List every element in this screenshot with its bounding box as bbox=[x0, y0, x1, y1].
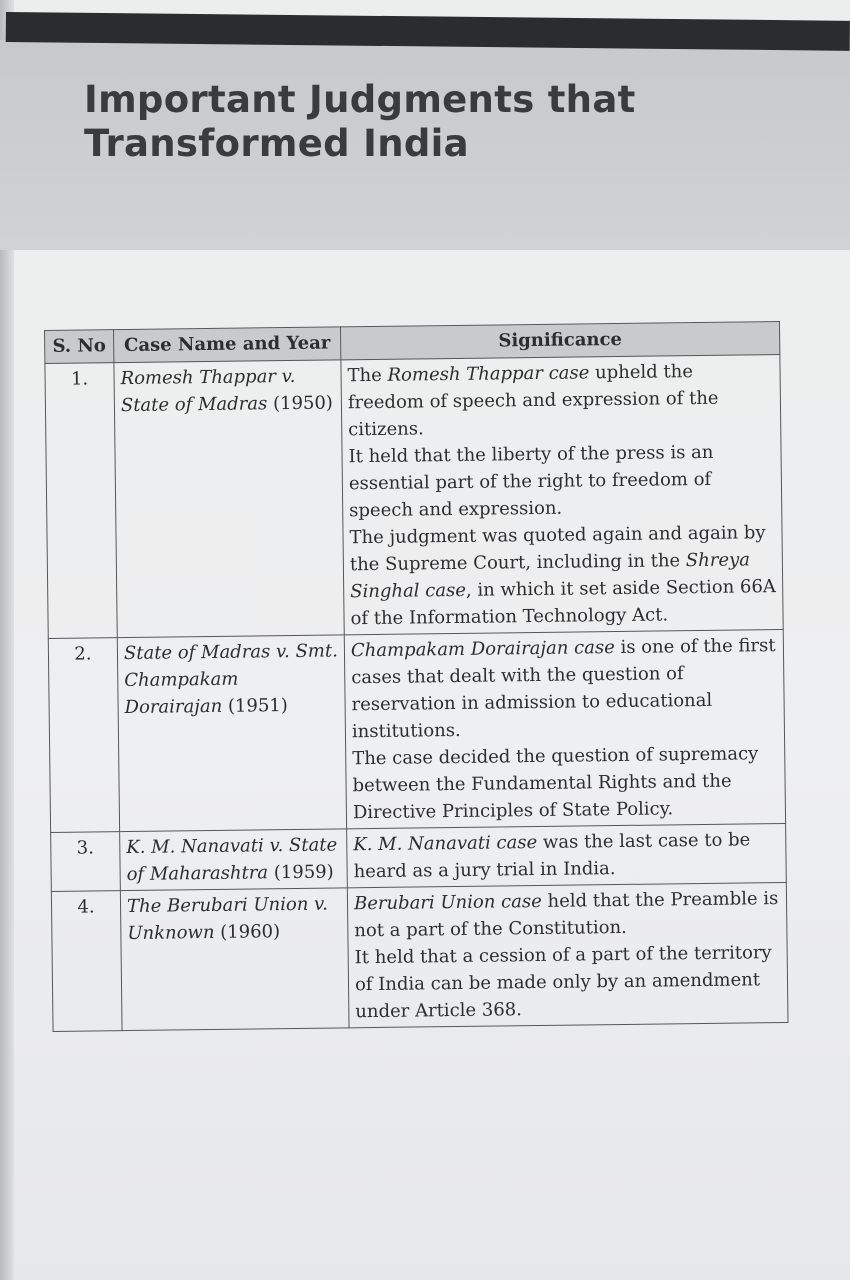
row-significance-cell bbox=[344, 629, 785, 828]
row-significance-cell bbox=[341, 355, 783, 635]
page-title-line-2: Transformed India bbox=[84, 122, 469, 165]
header-case-name: Case Name and Year bbox=[114, 327, 341, 363]
page-title bbox=[84, 78, 636, 166]
row-sno: 4. bbox=[51, 891, 122, 1032]
significance-case-reference: Shreya Singhal case bbox=[350, 549, 751, 603]
significance-case-reference: K. M. Nanavati case bbox=[353, 832, 538, 856]
significance-paragraph bbox=[355, 939, 782, 1025]
significance-text: The case decided the question of supremacy between the Fundamental Rights and the Directive Principles of State Policy. bbox=[352, 743, 759, 824]
header-sno: S. No bbox=[45, 330, 114, 364]
case-year: (1959) bbox=[273, 861, 334, 884]
significance-paragraph bbox=[348, 438, 775, 524]
significance-text: held that the Preamble is not a part of the Constitution. bbox=[354, 888, 779, 942]
significance-text: The bbox=[347, 364, 388, 387]
row-sno: 2. bbox=[48, 638, 119, 833]
row-case-cell bbox=[120, 888, 349, 1031]
significance-paragraph bbox=[347, 357, 774, 443]
significance-case-reference: Romesh Thappar case bbox=[387, 362, 590, 386]
case-year: (1950) bbox=[272, 392, 334, 415]
page-title-line-1: Important Judgments that bbox=[84, 78, 636, 121]
significance-paragraph bbox=[349, 519, 776, 632]
significance-paragraph bbox=[352, 740, 779, 826]
significance-paragraph bbox=[351, 632, 778, 745]
row-sno: 1. bbox=[45, 363, 117, 639]
table-row bbox=[51, 882, 788, 1031]
case-year: (1960) bbox=[220, 921, 281, 943]
significance-case-reference: Champakam Dorairajan case bbox=[350, 637, 615, 662]
case-name: K. M. Nanavati v. State of Maharashtra bbox=[126, 834, 338, 886]
table-row bbox=[45, 355, 783, 639]
significance-text: The judgment was quoted again and again by the Supreme Court, including in the bbox=[349, 522, 766, 576]
row-sno: 3. bbox=[51, 832, 121, 892]
case-year: (1951) bbox=[227, 695, 288, 717]
row-case-cell bbox=[117, 635, 346, 832]
judgments-table-wrapper bbox=[44, 321, 789, 1032]
row-case-cell bbox=[120, 829, 348, 891]
case-name: The Berubari Union v. Unknown bbox=[126, 893, 328, 945]
table-row bbox=[48, 629, 785, 832]
significance-paragraph bbox=[353, 826, 780, 885]
case-name: State of Madras v. Smt. Champakam Dorairajan bbox=[123, 640, 339, 719]
significance-text: upheld the freedom of speech and expression of the citizens. bbox=[347, 361, 719, 441]
significance-text: It held that a cession of a part of the territory of India can be made only by an amendment under Article 368. bbox=[354, 942, 772, 1023]
significance-case-reference: Berubari Union case bbox=[353, 890, 542, 915]
row-significance-cell bbox=[347, 882, 788, 1027]
table-body bbox=[45, 355, 788, 1032]
table-row bbox=[51, 823, 787, 891]
row-case-cell bbox=[114, 360, 344, 638]
row-significance-cell bbox=[347, 823, 787, 887]
significance-text: It held that the liberty of the press is an essential part of the right to freedom of speech and expression. bbox=[348, 441, 714, 522]
significance-text: , in which it set aside Section 66A of the Information Technology Act. bbox=[350, 576, 777, 630]
significance-text: was the last case to be heard as a jury trial in India. bbox=[353, 829, 751, 883]
judgments-table bbox=[44, 321, 789, 1032]
significance-text: is one of the first cases that dealt with the question of reservation in admission to educational institutions. bbox=[351, 635, 776, 743]
significance-paragraph bbox=[354, 885, 781, 944]
case-name: Romesh Thappar v. State of Madras bbox=[120, 365, 296, 417]
header-significance: Significance bbox=[340, 322, 779, 360]
